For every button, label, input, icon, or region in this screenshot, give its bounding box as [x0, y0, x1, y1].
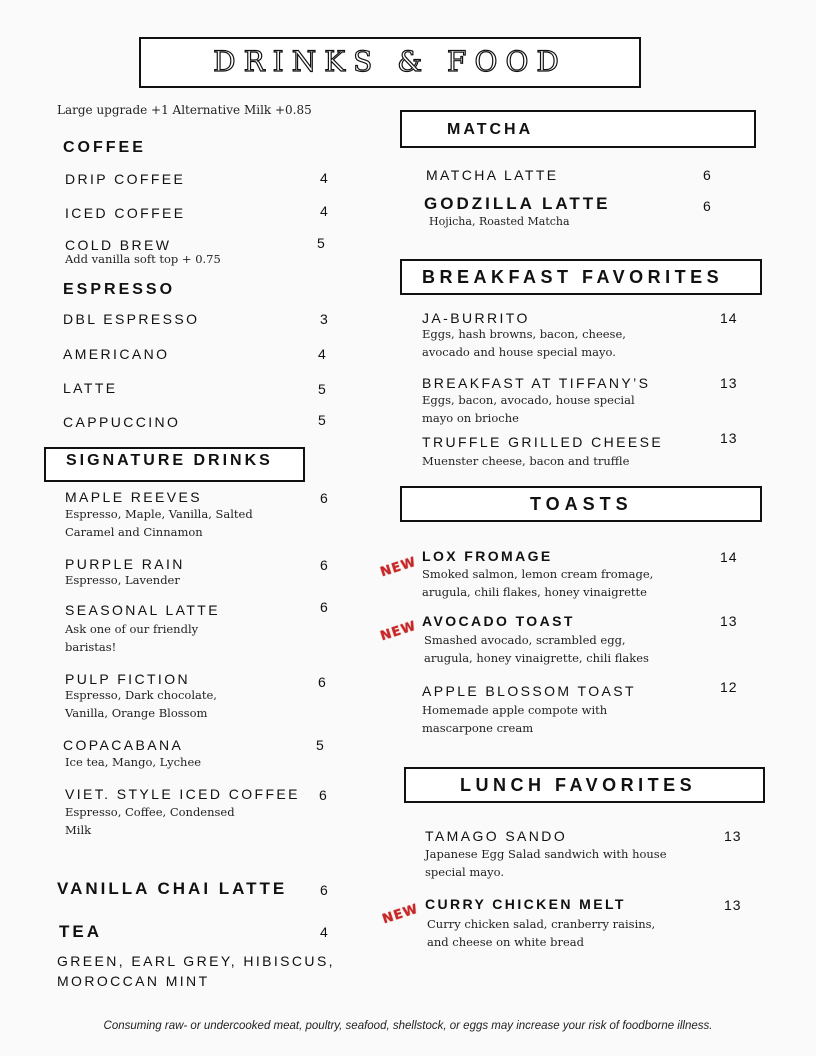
food-safety-disclaimer: Consuming raw- or undercooked meat, poultry, seafood, shellstock, or eggs may increase your risk of foodborne illness. — [103, 1020, 713, 1032]
menu-item-cold-brew: COLD BREW — [65, 237, 172, 253]
desc-copacabana: Ice tea, Mango, Lychee — [65, 755, 202, 769]
toasts-heading-box — [400, 486, 762, 522]
desc-tamago-sando: Japanese Egg Salad sandwich with house — [425, 847, 667, 861]
lunch-heading: LUNCH FAVORITES — [460, 775, 697, 795]
page-title: DRINKS & FOOD — [213, 45, 567, 78]
price-pulp-fiction: 6 — [318, 674, 327, 690]
menu-item-purple-rain: PURPLE RAIN — [65, 556, 185, 572]
menu-item-matcha-latte: MATCHA LATTE — [426, 167, 559, 183]
menu-item-dbl-espresso: DBL ESPRESSO — [63, 311, 200, 327]
menu-item-curry-chicken-melt: CURRY CHICKEN MELT — [425, 896, 626, 912]
price-drip-coffee: 4 — [320, 170, 329, 186]
desc-avocado-toast: Smashed avocado, scrambled egg, — [424, 633, 626, 647]
price-americano: 4 — [318, 346, 327, 362]
price-dbl-espresso: 3 — [320, 311, 329, 327]
menu-item-avocado-toast: AVOCADO TOAST — [422, 613, 575, 629]
desc-pulp-fiction: Espresso, Dark chocolate, — [65, 688, 217, 702]
tea-flavors-line2: MOROCCAN MINT — [57, 973, 210, 989]
price-curry-chicken-melt: 13 — [724, 897, 742, 913]
signature-heading-box — [44, 447, 305, 482]
price-matcha-latte: 6 — [703, 167, 712, 183]
price-vanilla-chai-latte: 6 — [320, 882, 329, 898]
desc-viet-iced-coffee-2: Milk — [65, 823, 92, 837]
desc-breakfast-at-tiffanys-2: mayo on brioche — [422, 411, 519, 425]
signature-heading: SIGNATURE DRINKS — [66, 452, 273, 469]
breakfast-heading-box — [400, 259, 762, 295]
menu-item-apple-blossom-toast: APPLE BLOSSOM TOAST — [422, 683, 636, 699]
matcha-heading: MATCHA — [447, 121, 534, 138]
menu-item-truffle-grilled-cheese: TRUFFLE GRILLED CHEESE — [422, 434, 664, 450]
tea-flavors-line1: GREEN, EARL GREY, HIBISCUS, — [57, 953, 335, 969]
desc-pulp-fiction-2: Vanilla, Orange Blossom — [65, 706, 208, 720]
menu-item-copacabana: COPACABANA — [63, 737, 184, 753]
lunch-heading-box — [404, 767, 765, 803]
coffee-heading: COFFEE — [63, 139, 146, 156]
desc-truffle-grilled-cheese: Muenster cheese, bacon and truffle — [422, 454, 630, 468]
price-latte: 5 — [318, 381, 327, 397]
breakfast-heading: BREAKFAST FAVORITES — [422, 267, 724, 287]
desc-apple-blossom-toast-2: mascarpone cream — [422, 721, 534, 735]
desc-curry-chicken-melt-2: and cheese on white bread — [427, 935, 584, 949]
new-badge-lox-fromage: NEW — [378, 554, 419, 581]
desc-seasonal-latte: Ask one of our friendly — [65, 622, 199, 636]
price-breakfast-at-tiffanys: 13 — [720, 375, 738, 391]
desc-purple-rain: Espresso, Lavender — [65, 573, 180, 587]
price-tamago-sando: 13 — [724, 828, 742, 844]
menu-item-viet-iced-coffee: VIET. STYLE ICED COFFEE — [65, 786, 300, 802]
desc-viet-iced-coffee: Espresso, Coffee, Condensed — [65, 805, 235, 819]
price-cold-brew: 5 — [317, 235, 326, 251]
desc-breakfast-at-tiffanys: Eggs, bacon, avocado, house special — [422, 393, 635, 407]
price-tea: 4 — [320, 924, 329, 940]
price-truffle-grilled-cheese: 13 — [720, 430, 738, 446]
toasts-heading: TOASTS — [530, 494, 633, 514]
title-box — [139, 37, 641, 88]
price-seasonal-latte: 6 — [320, 599, 329, 615]
price-cappuccino: 5 — [318, 412, 327, 428]
new-badge-avocado-toast: NEW — [378, 618, 419, 645]
menu-item-drip-coffee: DRIP COFFEE — [65, 171, 186, 187]
menu-item-americano: AMERICANO — [63, 346, 170, 362]
desc-ja-burrito-2: avocado and house special mayo. — [422, 345, 616, 359]
menu-item-godzilla-latte: GODZILLA LATTE — [424, 194, 611, 213]
price-copacabana: 5 — [316, 737, 325, 753]
desc-avocado-toast-2: arugula, honey vinaigrette, chili flakes — [424, 651, 649, 665]
menu-item-pulp-fiction: PULP FICTION — [65, 671, 191, 687]
desc-godzilla-latte: Hojicha, Roasted Matcha — [429, 215, 570, 228]
menu-item-seasonal-latte: SEASONAL LATTE — [65, 602, 220, 618]
desc-maple-reeves-2: Caramel and Cinnamon — [65, 525, 203, 539]
price-apple-blossom-toast: 12 — [720, 679, 738, 695]
desc-tamago-sando-2: special mayo. — [425, 865, 505, 879]
menu-item-iced-coffee: ICED COFFEE — [65, 205, 186, 221]
price-lox-fromage: 14 — [720, 549, 738, 565]
price-godzilla-latte: 6 — [703, 198, 712, 214]
price-viet-iced-coffee: 6 — [319, 787, 328, 803]
tea-heading: TEA — [59, 922, 102, 941]
menu-item-vanilla-chai-latte: VANILLA CHAI LATTE — [57, 879, 288, 898]
desc-curry-chicken-melt: Curry chicken salad, cranberry raisins, — [427, 917, 656, 931]
desc-lox-fromage: Smoked salmon, lemon cream fromage, — [422, 567, 654, 581]
price-maple-reeves: 6 — [320, 490, 329, 506]
menu-item-tamago-sando: TAMAGO SANDO — [425, 828, 568, 844]
desc-ja-burrito: Eggs, hash browns, bacon, cheese, — [422, 327, 626, 341]
menu-item-latte: LATTE — [63, 380, 118, 396]
upgrade-note: Large upgrade +1 Alternative Milk +0.85 — [57, 103, 312, 117]
menu-item-breakfast-at-tiffanys: BREAKFAST AT TIFFANY’S — [422, 375, 651, 391]
espresso-heading: ESPRESSO — [63, 281, 176, 298]
desc-seasonal-latte-2: baristas! — [65, 640, 117, 654]
desc-lox-fromage-2: arugula, chili flakes, honey vinaigrette — [422, 585, 647, 599]
desc-maple-reeves: Espresso, Maple, Vanilla, Salted — [65, 507, 253, 521]
desc-cold-brew: Add vanilla soft top + 0.75 — [65, 252, 221, 266]
desc-apple-blossom-toast: Homemade apple compote with — [422, 703, 608, 717]
price-purple-rain: 6 — [320, 557, 329, 573]
menu-item-maple-reeves: MAPLE REEVES — [65, 489, 202, 505]
price-ja-burrito: 14 — [720, 310, 738, 326]
menu-item-lox-fromage: LOX FROMAGE — [422, 548, 553, 564]
menu-item-cappuccino: CAPPUCCINO — [63, 414, 181, 430]
price-avocado-toast: 13 — [720, 613, 738, 629]
price-iced-coffee: 4 — [320, 203, 329, 219]
new-badge-curry-chicken-melt: NEW — [380, 901, 421, 928]
menu-item-ja-burrito: JA-BURRITO — [422, 310, 530, 326]
matcha-heading-box — [400, 110, 756, 148]
